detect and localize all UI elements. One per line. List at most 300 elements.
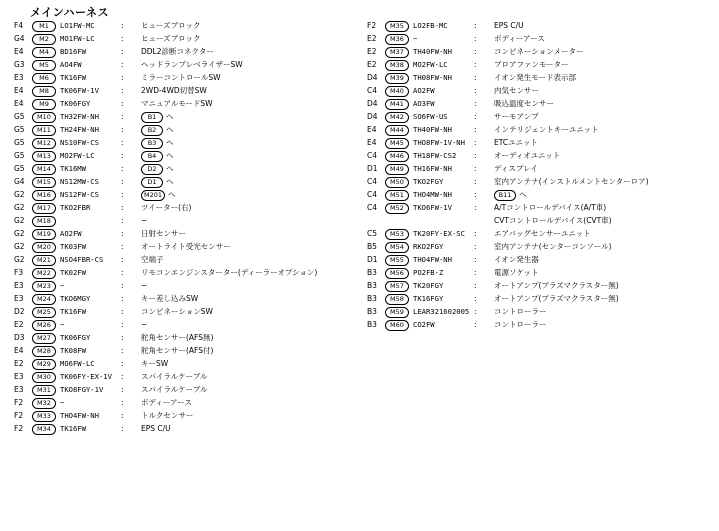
connector-description: ヒューズブロック: [141, 21, 201, 30]
connector-row: [367, 71, 719, 84]
part-number: MO2FW-LC: [60, 151, 95, 160]
connector-code: M45: [385, 138, 409, 149]
connector-row: [14, 344, 374, 357]
connector-row: [14, 149, 374, 162]
connector-description: [141, 188, 176, 201]
connector-row: [14, 188, 374, 201]
separator-colon: :: [474, 151, 477, 160]
connector-row: [14, 84, 374, 97]
grid-location: D4: [367, 99, 378, 108]
grid-location: G2: [14, 229, 25, 238]
connector-description: マニュアルモードSW: [141, 99, 213, 108]
grid-location: D4: [367, 112, 378, 121]
separator-colon: :: [121, 372, 124, 381]
connector-description: ミラーコントロールSW: [141, 73, 221, 82]
separator-colon: :: [121, 73, 124, 82]
part-number: −: [60, 398, 65, 407]
connector-row: [367, 123, 719, 136]
part-number: TK16FW: [60, 73, 86, 82]
separator-colon: :: [474, 60, 477, 69]
connector-description: ヘッドランプレベライザーSW: [141, 60, 243, 69]
connector-code: M37: [385, 47, 409, 58]
grid-location: G2: [14, 190, 25, 199]
separator-colon: :: [474, 268, 477, 277]
separator-colon: :: [121, 177, 124, 186]
part-number: AO4FW: [60, 60, 82, 69]
connector-code: M19: [32, 229, 56, 240]
separator-colon: :: [121, 99, 124, 108]
reference-connector: D2: [141, 164, 163, 175]
reference-arrow-text: へ: [166, 164, 174, 173]
reference-connector: B2: [141, 125, 163, 136]
part-number: TKO6MGY: [60, 294, 91, 303]
connector-code: M53: [385, 229, 409, 240]
connector-description: 吸込温度センサー: [494, 99, 554, 108]
connector-row: [14, 253, 374, 266]
connector-code: M54: [385, 242, 409, 253]
grid-location: G2: [14, 216, 25, 225]
connector-code: M27: [32, 333, 56, 344]
connector-code: M33: [32, 411, 56, 422]
connector-row: [367, 175, 719, 188]
separator-colon: :: [474, 86, 477, 95]
connector-code: M20: [32, 242, 56, 253]
part-number: LO2FB-MC: [413, 21, 448, 30]
grid-location: E4: [14, 99, 24, 108]
part-number: TK02FW: [60, 268, 86, 277]
connector-row: [367, 97, 719, 110]
separator-colon: :: [474, 177, 477, 186]
connector-code: M41: [385, 99, 409, 110]
part-number: TH24FW-NH: [60, 125, 99, 134]
connector-code: M16: [32, 190, 56, 201]
connector-description: ヒューズブロック: [141, 34, 201, 43]
grid-location: E3: [14, 372, 24, 381]
connector-code: M15: [32, 177, 56, 188]
grid-location: E4: [14, 86, 24, 95]
reference-arrow-text: へ: [166, 138, 174, 147]
part-number: TH40FW-NH: [413, 125, 452, 134]
connector-description: [494, 188, 527, 201]
connector-row: [14, 19, 377, 32]
part-number: SO6FW-US: [413, 112, 448, 121]
separator-colon: :: [474, 99, 477, 108]
reference-connector: D1: [141, 177, 163, 188]
grid-location: G5: [14, 112, 25, 121]
connector-code: M4: [32, 47, 56, 58]
grid-location: G2: [14, 255, 25, 264]
connector-code: M36: [385, 34, 409, 45]
connector-code: M9: [32, 99, 56, 110]
separator-colon: :: [121, 281, 124, 290]
connector-description: −: [141, 320, 148, 329]
separator-colon: :: [121, 411, 124, 420]
grid-location: E4: [367, 125, 377, 134]
connector-row: [367, 32, 719, 45]
connector-code: M10: [32, 112, 56, 123]
connector-row: [367, 110, 719, 123]
part-number: MO6FW-LC: [60, 359, 95, 368]
grid-location: F4: [14, 21, 24, 30]
separator-colon: :: [121, 307, 124, 316]
reference-arrow-text: へ: [166, 151, 174, 160]
connector-row: [14, 97, 374, 110]
connector-row: [367, 19, 719, 32]
connector-row: [14, 422, 374, 435]
connector-code: M1: [32, 21, 56, 32]
connector-description: ツイーター(右): [141, 203, 192, 212]
connector-description: トルクセンサー: [141, 411, 194, 420]
separator-colon: :: [121, 138, 124, 147]
separator-colon: :: [121, 125, 124, 134]
part-number: −: [60, 320, 65, 329]
page-title: メインハーネス: [30, 6, 109, 19]
part-number: TK16FW: [60, 424, 86, 433]
separator-colon: :: [474, 281, 477, 290]
connector-description: [141, 123, 174, 136]
connector-code: M59: [385, 307, 409, 318]
grid-location: D4: [367, 73, 378, 82]
connector-code: M26: [32, 320, 56, 331]
part-number: TK06FGY: [60, 333, 91, 342]
part-number: −: [413, 34, 418, 43]
grid-location: C4: [367, 190, 378, 199]
grid-location: G2: [14, 203, 25, 212]
connector-code: M39: [385, 73, 409, 84]
connector-description: 室内アンテナ(センターコンソール): [494, 242, 612, 251]
separator-colon: :: [121, 112, 124, 121]
part-number: TH08FW-NH: [413, 73, 452, 82]
grid-location: B3: [367, 268, 377, 277]
connector-description: [141, 162, 174, 175]
connector-row: [367, 149, 719, 162]
grid-location: E4: [367, 138, 377, 147]
connector-row: [14, 136, 374, 149]
separator-colon: :: [474, 164, 477, 173]
connector-row: [14, 71, 374, 84]
connector-description: キーSW: [141, 359, 169, 368]
reference-connector: B11: [494, 190, 516, 201]
connector-description: コントローラー: [494, 307, 547, 316]
part-number: TKO2FGY: [413, 177, 444, 186]
separator-colon: :: [474, 242, 477, 251]
connector-description: ボディーアース: [141, 398, 192, 407]
separator-colon: :: [121, 21, 124, 30]
part-number: LEAR321602005: [413, 307, 470, 316]
connector-description: 室内アンテナ(インストルメントセンターロア): [494, 177, 649, 186]
grid-location: C4: [367, 151, 378, 160]
connector-row: [367, 58, 719, 71]
connector-row: [14, 266, 374, 279]
grid-location: E2: [367, 47, 377, 56]
connector-code: M49: [385, 164, 409, 175]
part-number: AO2FW: [413, 86, 435, 95]
part-number: NS12MW-CS: [60, 177, 99, 186]
connector-row: [14, 279, 374, 292]
part-number: TK16MW: [60, 164, 86, 173]
separator-colon: :: [474, 320, 477, 329]
grid-location: G5: [14, 138, 25, 147]
connector-code: M8: [32, 86, 56, 97]
connector-row: [14, 32, 374, 45]
connector-description: サーモアンプ: [494, 112, 539, 121]
connector-row: [367, 188, 719, 201]
grid-location: C4: [367, 177, 378, 186]
connector-code: M22: [32, 268, 56, 279]
connector-description: EPS C/U: [494, 21, 524, 30]
part-number: TKO8FGY-1V: [60, 385, 104, 394]
connector-description: オートライト受光センサー: [141, 242, 231, 251]
separator-colon: :: [474, 34, 477, 43]
connector-row: [367, 253, 719, 266]
connector-description: [141, 136, 174, 149]
connector-row: [367, 279, 719, 292]
part-number: AO2FW: [60, 229, 82, 238]
grid-location: E2: [367, 34, 377, 43]
connector-code: M40: [385, 86, 409, 97]
connector-description: [141, 149, 174, 162]
grid-location: E4: [14, 346, 24, 355]
part-number: TK06FY-EX-1V: [60, 372, 112, 381]
part-number: LO1FW-MC: [60, 21, 95, 30]
connector-row: [367, 240, 719, 253]
connector-description: コントローラー: [494, 320, 547, 329]
connector-description: [141, 175, 174, 188]
connector-code: M2: [32, 34, 56, 45]
connector-row: [14, 383, 374, 396]
grid-location: G5: [14, 151, 25, 160]
connector-code: M42: [385, 112, 409, 123]
grid-location: E3: [14, 73, 24, 82]
connector-row: [14, 370, 374, 383]
connector-code: M32: [32, 398, 56, 409]
grid-location: F3: [14, 268, 24, 277]
separator-colon: :: [121, 216, 124, 225]
part-number: TH18FW-CS2: [413, 151, 457, 160]
connector-code: M58: [385, 294, 409, 305]
connector-row: [14, 292, 374, 305]
part-number: PO2FB-Z: [413, 268, 444, 277]
part-number: TH40FW-NH: [413, 47, 452, 56]
connector-code: M18: [32, 216, 56, 227]
connector-description: ボディーアース: [494, 34, 545, 43]
connector-row: [14, 305, 374, 318]
grid-location: B3: [367, 281, 377, 290]
connector-code: M28: [32, 346, 56, 357]
connector-row: [14, 45, 374, 58]
separator-colon: :: [121, 359, 124, 368]
connector-description: −: [141, 281, 148, 290]
part-number: TK20FGY: [413, 281, 444, 290]
part-number: TH16FW-NH: [413, 164, 452, 173]
separator-colon: :: [474, 203, 477, 212]
connector-description: 日射センサー: [141, 229, 186, 238]
separator-colon: :: [121, 229, 124, 238]
part-number: TK03FW: [60, 242, 86, 251]
connector-code: M44: [385, 125, 409, 136]
connector-code: M12: [32, 138, 56, 149]
connector-row: [14, 357, 374, 370]
part-number: TK08FW: [60, 346, 86, 355]
connector-row: [14, 175, 374, 188]
part-number: THO4FW-NH: [60, 411, 99, 420]
grid-location: D3: [14, 333, 25, 342]
connector-code: M13: [32, 151, 56, 162]
grid-location: G5: [14, 164, 25, 173]
connector-description: ディスプレイ: [494, 164, 538, 173]
separator-colon: :: [474, 229, 477, 238]
grid-location: F2: [367, 21, 377, 30]
separator-colon: :: [121, 164, 124, 173]
separator-colon: :: [474, 294, 477, 303]
connector-description: 内気センサー: [494, 86, 539, 95]
separator-colon: :: [121, 60, 124, 69]
part-number: MO1FW-LC: [60, 34, 95, 43]
separator-colon: :: [121, 346, 124, 355]
connector-code: M14: [32, 164, 56, 175]
grid-location: D1: [367, 255, 378, 264]
connector-row: [14, 318, 374, 331]
connector-list-right: [367, 19, 719, 331]
reference-connector: B4: [141, 151, 163, 162]
part-number: TH32FW-NH: [60, 112, 99, 121]
separator-colon: :: [474, 138, 477, 147]
grid-location: C5: [367, 229, 378, 238]
connector-row: [367, 305, 719, 318]
grid-location: B3: [367, 294, 377, 303]
connector-row: [367, 136, 719, 149]
connector-code: M5: [32, 60, 56, 71]
connector-code: M17: [32, 203, 56, 214]
connector-row: [14, 214, 374, 227]
connector-row: [14, 331, 374, 344]
separator-colon: :: [474, 21, 477, 30]
connector-description: 空端子: [141, 255, 164, 264]
connector-row: [367, 201, 719, 214]
separator-colon: :: [121, 86, 124, 95]
part-number: BD16FW: [60, 47, 86, 56]
connector-row: [367, 292, 719, 305]
connector-description: ブロアファンモーター: [494, 60, 569, 69]
connector-description: 2WD-4WD切替SW: [141, 86, 207, 95]
grid-location: F2: [14, 411, 24, 420]
connector-code: M50: [385, 177, 409, 188]
grid-location: G5: [14, 125, 25, 134]
connector-description: ETCユニット: [494, 138, 538, 147]
separator-colon: :: [121, 320, 124, 329]
connector-description: スパイラルケーブル: [141, 385, 208, 394]
connector-code: M56: [385, 268, 409, 279]
part-number: THO8FW-1V-NH: [413, 138, 465, 147]
connector-code: M57: [385, 281, 409, 292]
grid-location: F2: [14, 398, 24, 407]
connector-description: キー差し込みSW: [141, 294, 199, 303]
connector-description: オーディオユニット: [494, 151, 561, 160]
separator-colon: :: [121, 34, 124, 43]
connector-code: M52: [385, 203, 409, 214]
grid-location: E3: [14, 385, 24, 394]
connector-code: M34: [32, 424, 56, 435]
connector-description: コンビネーションメーター: [494, 47, 584, 56]
connector-code: M30: [32, 372, 56, 383]
connector-description: CVTコントロールデバイス(CVT車): [494, 216, 612, 225]
connector-row: [14, 396, 374, 409]
part-number: TK16FW: [60, 307, 86, 316]
part-number: TKO2FBR: [60, 203, 91, 212]
separator-colon: :: [121, 424, 124, 433]
connector-description: EPS C/U: [141, 424, 171, 433]
reference-arrow-text: へ: [168, 190, 176, 199]
reference-arrow-text: へ: [166, 112, 174, 121]
connector-list-left: [14, 19, 377, 435]
reference-connector: M201: [141, 190, 165, 201]
connector-code: M38: [385, 60, 409, 71]
connector-row: [14, 162, 374, 175]
part-number: −: [60, 281, 65, 290]
connector-description: エアバッグセンサーユニット: [494, 229, 591, 238]
connector-row: [367, 227, 719, 240]
separator-colon: :: [474, 112, 477, 121]
connector-description: コンビネーションSW: [141, 307, 213, 316]
connector-row: [367, 214, 719, 227]
grid-location: E3: [14, 294, 24, 303]
connector-row: [367, 84, 719, 97]
grid-location: E2: [367, 60, 377, 69]
grid-location: D2: [14, 307, 25, 316]
part-number: TK16FGY: [413, 294, 444, 303]
separator-colon: :: [474, 47, 477, 56]
separator-colon: :: [121, 398, 124, 407]
part-number: MO2FW-LC: [413, 60, 448, 69]
separator-colon: :: [121, 255, 124, 264]
grid-location: F2: [14, 424, 24, 433]
connector-code: M60: [385, 320, 409, 331]
part-number: NS10FW-CS: [60, 138, 99, 147]
part-number: TK06FW-1V: [60, 86, 99, 95]
grid-location: E2: [14, 320, 24, 329]
reference-arrow-text: へ: [519, 190, 527, 199]
connector-description: 舵角センサー(AFS付): [141, 346, 214, 355]
reference-arrow-text: へ: [166, 177, 174, 186]
connector-row: [367, 266, 719, 279]
separator-colon: :: [121, 47, 124, 56]
separator-colon: :: [121, 190, 124, 199]
connector-row: [14, 58, 374, 71]
grid-location: B3: [367, 307, 377, 316]
grid-location: E3: [14, 281, 24, 290]
connector-row: [367, 318, 719, 331]
connector-description: −: [141, 216, 148, 225]
connector-description: イオン発生器: [494, 255, 539, 264]
part-number: TKO6FW-1V: [413, 203, 452, 212]
reference-connector: B1: [141, 112, 163, 123]
part-number: THO4FW-NH: [413, 255, 452, 264]
connector-code: M31: [32, 385, 56, 396]
connector-row: [14, 227, 374, 240]
reference-arrow-text: へ: [166, 125, 174, 134]
connector-code: M6: [32, 73, 56, 84]
connector-description: [141, 110, 174, 123]
connector-row: [14, 409, 374, 422]
separator-colon: :: [121, 268, 124, 277]
connector-description: A/Tコントロールデバイス(A/T車): [494, 203, 607, 212]
connector-code: M11: [32, 125, 56, 136]
grid-location: C4: [367, 203, 378, 212]
separator-colon: :: [474, 190, 477, 199]
separator-colon: :: [121, 385, 124, 394]
connector-code: M46: [385, 151, 409, 162]
grid-location: G3: [14, 60, 25, 69]
